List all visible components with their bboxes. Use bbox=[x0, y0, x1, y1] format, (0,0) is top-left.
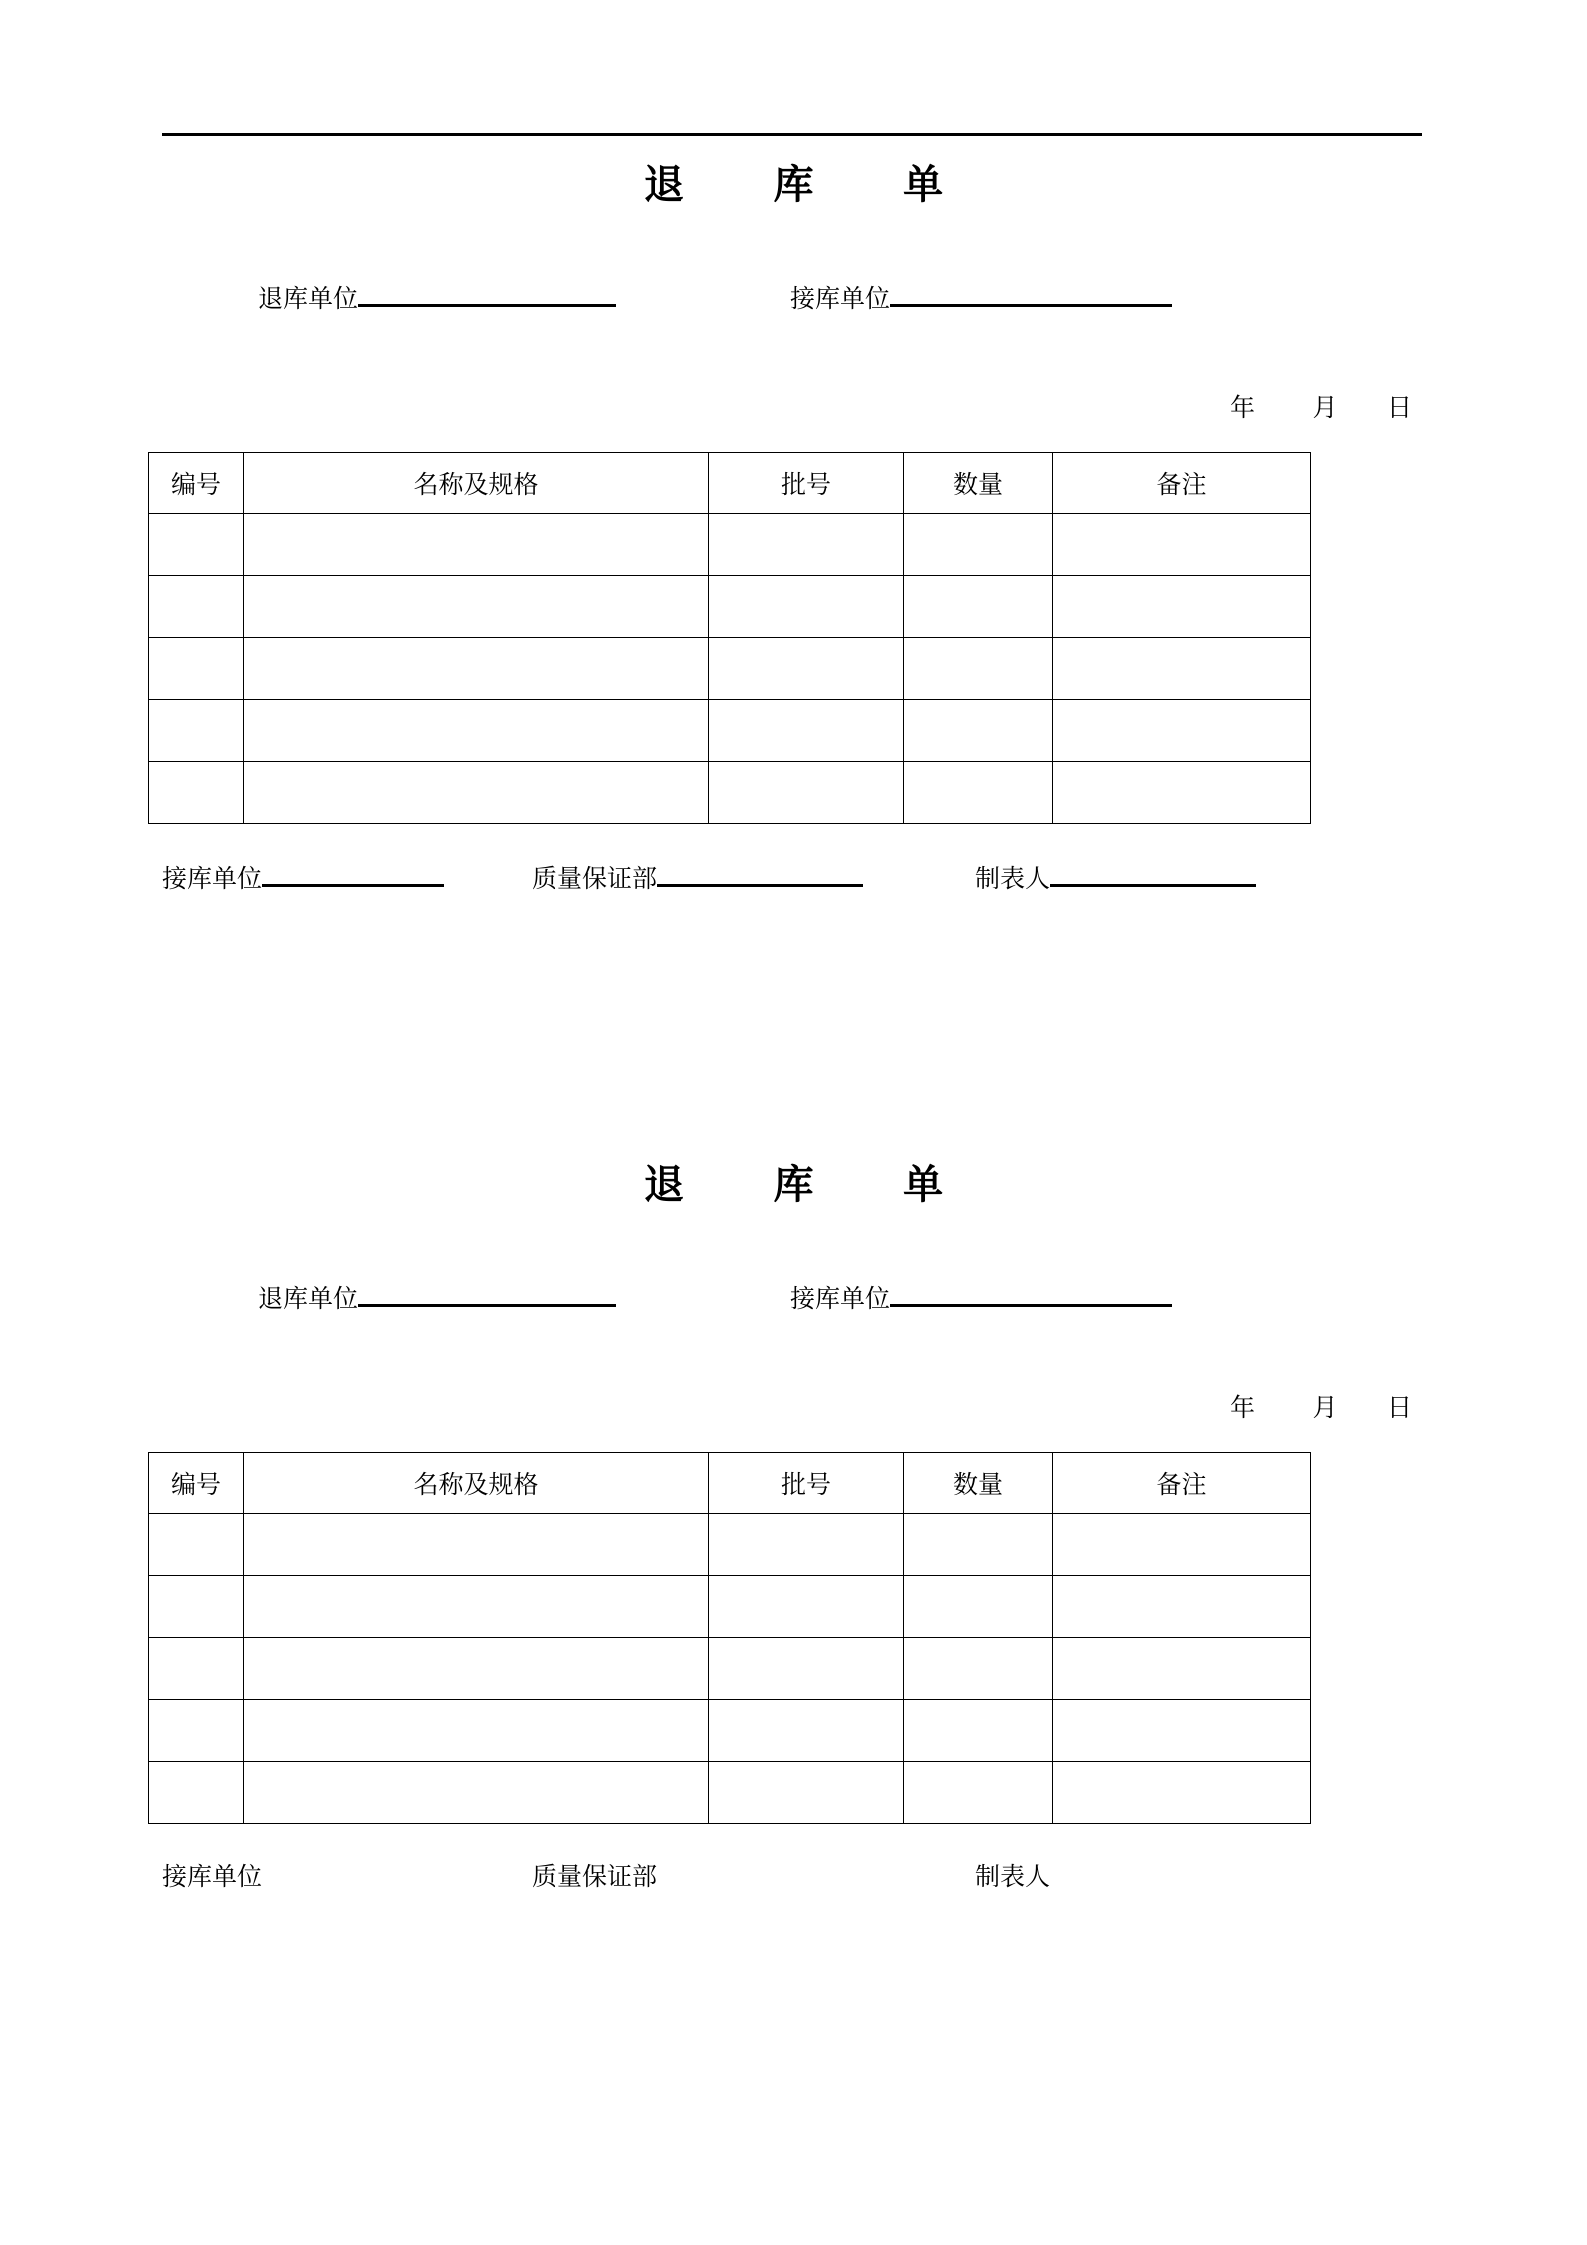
column-header-name: 名称及规格 bbox=[244, 453, 709, 514]
cell-remarks[interactable] bbox=[1053, 1700, 1311, 1762]
signature-preparer-label: 制表人 bbox=[975, 864, 1051, 893]
cell-no[interactable] bbox=[149, 514, 244, 576]
column-header-remarks: 备注 bbox=[1053, 453, 1311, 514]
signature-qa-dept-label: 质量保证部 bbox=[532, 864, 658, 893]
date-month-label: 月 bbox=[1312, 1393, 1340, 1422]
table-row bbox=[149, 700, 1311, 762]
date-day-label: 日 bbox=[1387, 393, 1414, 422]
cell-remarks[interactable] bbox=[1053, 762, 1311, 824]
cell-remarks[interactable] bbox=[1053, 514, 1311, 576]
receive-unit-label: 接库单位 bbox=[790, 1284, 891, 1313]
cell-quantity[interactable] bbox=[904, 638, 1053, 700]
date-row bbox=[0, 388, 1587, 436]
cell-no[interactable] bbox=[149, 1576, 244, 1638]
table-row bbox=[149, 1700, 1311, 1762]
signature-preparer-label: 制表人 bbox=[975, 1862, 1051, 1891]
cell-quantity[interactable] bbox=[904, 1514, 1053, 1576]
table-row bbox=[149, 1638, 1311, 1700]
cell-quantity[interactable] bbox=[904, 576, 1053, 638]
receive-unit-input[interactable] bbox=[890, 1284, 1172, 1307]
cell-remarks[interactable] bbox=[1053, 1638, 1311, 1700]
date-year-label: 年 bbox=[1230, 393, 1257, 422]
return-form-2 bbox=[0, 1160, 1587, 1920]
cell-name[interactable] bbox=[244, 1638, 709, 1700]
date-month-label: 月 bbox=[1312, 393, 1340, 422]
cell-quantity[interactable] bbox=[904, 1576, 1053, 1638]
return-unit-label: 退库单位 bbox=[258, 1284, 359, 1313]
cell-quantity[interactable] bbox=[904, 1700, 1053, 1762]
signature-row bbox=[0, 1864, 1587, 1920]
column-header-no: 编号 bbox=[149, 453, 244, 514]
signature-qa-dept[interactable] bbox=[532, 864, 863, 891]
cell-name[interactable] bbox=[244, 1514, 709, 1576]
signature-preparer[interactable] bbox=[975, 864, 1256, 891]
cell-no[interactable] bbox=[149, 638, 244, 700]
cell-no[interactable] bbox=[149, 576, 244, 638]
cell-name[interactable] bbox=[244, 1576, 709, 1638]
return-unit-label: 退库单位 bbox=[258, 284, 359, 313]
cell-name[interactable] bbox=[244, 1700, 709, 1762]
return-unit-field[interactable] bbox=[258, 1284, 616, 1311]
table-row bbox=[149, 638, 1311, 700]
date-row bbox=[0, 1388, 1587, 1436]
return-unit-field[interactable] bbox=[258, 284, 616, 311]
cell-quantity[interactable] bbox=[904, 762, 1053, 824]
signature-receive-unit-input[interactable] bbox=[262, 1865, 444, 1885]
unit-row bbox=[0, 284, 1587, 336]
header-rule bbox=[162, 133, 1422, 136]
signature-receive-unit-input[interactable] bbox=[262, 864, 444, 887]
column-header-batch: 批号 bbox=[709, 1453, 904, 1514]
cell-batch[interactable] bbox=[709, 1762, 904, 1824]
return-unit-input[interactable] bbox=[358, 1284, 616, 1307]
unit-row bbox=[0, 1284, 1587, 1336]
signature-receive-unit-label: 接库单位 bbox=[162, 1862, 263, 1891]
cell-batch[interactable] bbox=[709, 1638, 904, 1700]
cell-batch[interactable] bbox=[709, 1576, 904, 1638]
cell-name[interactable] bbox=[244, 514, 709, 576]
signature-qa-dept-label: 质量保证部 bbox=[532, 1862, 658, 1891]
cell-remarks[interactable] bbox=[1053, 638, 1311, 700]
cell-quantity[interactable] bbox=[904, 514, 1053, 576]
cell-no[interactable] bbox=[149, 1514, 244, 1576]
cell-name[interactable] bbox=[244, 762, 709, 824]
goods-table-wrapper bbox=[0, 1452, 1587, 1824]
goods-table bbox=[148, 1452, 1311, 1824]
cell-remarks[interactable] bbox=[1053, 1762, 1311, 1824]
cell-quantity[interactable] bbox=[904, 700, 1053, 762]
cell-batch[interactable] bbox=[709, 700, 904, 762]
cell-no[interactable] bbox=[149, 1638, 244, 1700]
signature-row bbox=[0, 864, 1587, 920]
signature-receive-unit[interactable] bbox=[162, 864, 444, 891]
table-row bbox=[149, 1762, 1311, 1824]
cell-no[interactable] bbox=[149, 700, 244, 762]
column-header-name: 名称及规格 bbox=[244, 1453, 709, 1514]
cell-no[interactable] bbox=[149, 1700, 244, 1762]
table-row bbox=[149, 1514, 1311, 1576]
table-row bbox=[149, 514, 1311, 576]
cell-quantity[interactable] bbox=[904, 1638, 1053, 1700]
cell-name[interactable] bbox=[244, 700, 709, 762]
signature-preparer-input[interactable] bbox=[1050, 864, 1256, 887]
column-header-batch: 批号 bbox=[709, 453, 904, 514]
table-row bbox=[149, 1576, 1311, 1638]
goods-table bbox=[148, 452, 1311, 824]
form-title: 退 库 单 bbox=[643, 161, 968, 208]
form-title: 退 库 单 bbox=[643, 1161, 968, 1208]
table-header-row bbox=[149, 453, 1311, 514]
cell-remarks[interactable] bbox=[1053, 1576, 1311, 1638]
date-day-label: 日 bbox=[1387, 1393, 1414, 1422]
cell-remarks[interactable] bbox=[1053, 1514, 1311, 1576]
signature-qa-dept-input[interactable] bbox=[657, 1865, 863, 1885]
cell-batch[interactable] bbox=[709, 514, 904, 576]
cell-remarks[interactable] bbox=[1053, 576, 1311, 638]
return-unit-input[interactable] bbox=[358, 284, 616, 307]
cell-batch[interactable] bbox=[709, 762, 904, 824]
cell-batch[interactable] bbox=[709, 1514, 904, 1576]
signature-preparer[interactable] bbox=[975, 1864, 1256, 1889]
receive-unit-input[interactable] bbox=[890, 284, 1172, 307]
receive-unit-label: 接库单位 bbox=[790, 284, 891, 313]
table-row bbox=[149, 576, 1311, 638]
cell-no[interactable] bbox=[149, 1762, 244, 1824]
column-header-quantity: 数量 bbox=[904, 1453, 1053, 1514]
goods-table-wrapper bbox=[0, 452, 1587, 824]
column-header-remarks: 备注 bbox=[1053, 1453, 1311, 1514]
receive-unit-field[interactable] bbox=[790, 284, 1172, 311]
table-row bbox=[149, 762, 1311, 824]
receive-unit-field[interactable] bbox=[790, 1284, 1172, 1311]
cell-batch[interactable] bbox=[709, 1700, 904, 1762]
column-header-no: 编号 bbox=[149, 1453, 244, 1514]
cell-name[interactable] bbox=[244, 1762, 709, 1824]
signature-qa-dept[interactable] bbox=[532, 1864, 863, 1889]
date-year-label: 年 bbox=[1230, 1393, 1257, 1422]
column-header-quantity: 数量 bbox=[904, 453, 1053, 514]
return-form-1 bbox=[0, 160, 1587, 920]
signature-receive-unit[interactable] bbox=[162, 1864, 444, 1889]
cell-batch[interactable] bbox=[709, 576, 904, 638]
cell-name[interactable] bbox=[244, 576, 709, 638]
cell-quantity[interactable] bbox=[904, 1762, 1053, 1824]
cell-name[interactable] bbox=[244, 638, 709, 700]
cell-remarks[interactable] bbox=[1053, 700, 1311, 762]
signature-qa-dept-input[interactable] bbox=[657, 864, 863, 887]
cell-no[interactable] bbox=[149, 762, 244, 824]
signature-preparer-input[interactable] bbox=[1050, 1865, 1256, 1885]
cell-batch[interactable] bbox=[709, 638, 904, 700]
table-header-row bbox=[149, 1453, 1311, 1514]
signature-receive-unit-label: 接库单位 bbox=[162, 864, 263, 893]
